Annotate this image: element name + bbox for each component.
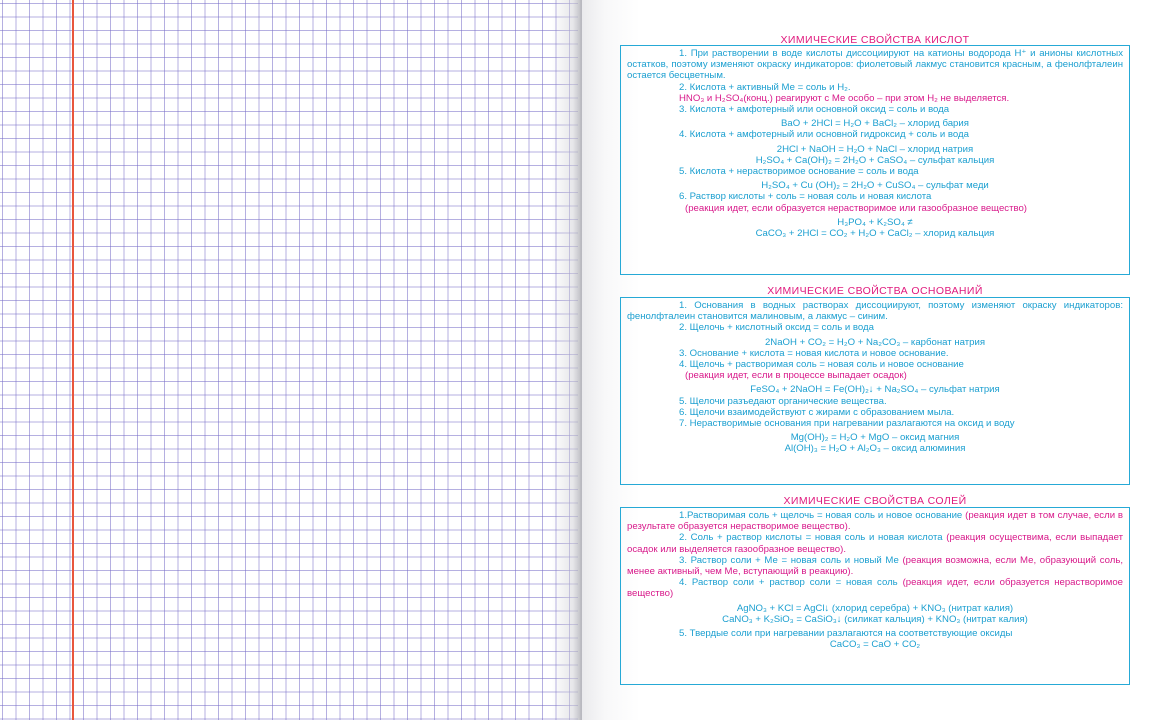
bases-box xyxy=(620,297,1130,485)
salts-p1-text: 1.Растворимая соль + щелочь = новая соль и новое основание xyxy=(679,510,963,521)
salts-p2-note: (реакция осуществима, если выпадает осадок или выделяется газообразное вещество). xyxy=(627,532,1123,555)
bases-item-4-note: (реакция идет, если в процессе выпадает осадок) xyxy=(685,370,907,382)
salts-p3-text: 3. Раствор соли + Ме = новая соль и новый Ме xyxy=(679,554,899,566)
bases-item-2: 2. Щелочь + кислотный оксид = соль и вода xyxy=(679,322,874,334)
acids-title: ХИМИЧЕСКИЕ СВОЙСТВА КИСЛОТ xyxy=(780,34,970,46)
acids-item-3: 3. Кислота + амфотерный или основной оксид = соль и вода xyxy=(679,104,950,116)
salts-p1 xyxy=(627,510,1123,532)
salts-p1-note: (реакция идет в том случае, если в результате образуется нерастворимое вещество). xyxy=(627,510,1123,533)
bases-p1: 1. Основания в водных растворах диссоциируют, поэтому изменяют окраску индикаторов: фенолфталеин становится малиновым, а лакмус – синим. xyxy=(627,300,1123,323)
salts-eq-4b: CaNO₃ + K₂SiO₃ = CaSiO₃↓ (силикат кальция) + KNO₃ (нитрат калия) xyxy=(722,613,1028,625)
acids-eq-5: H₂SO₄ + Cu (OH)₂ = 2H₂O + CuSO₄ – сульфат меди xyxy=(761,180,989,192)
salts-eq-4a: AgNO₃ + KCl = AgCl↓ (хлорид серебра) + KNO₃ (нитрат калия) xyxy=(736,602,1014,614)
acids-eq-4a: 2HCl + NaOH = H₂O + NaCl – хлорид натрия xyxy=(776,143,974,155)
salts-eq-5: CaCO₃ = CaO + CO₂ xyxy=(829,639,921,651)
salts-p3-note: (реакция возможна, если Ме, образующий соль, менее активный, чем Ме, вступающий в реакцию). xyxy=(627,554,1124,578)
bases-title: ХИМИЧЕСКИЕ СВОЙСТВА ОСНОВАНИЙ xyxy=(767,285,983,297)
acids-box xyxy=(620,45,1130,275)
salts-p4-text: 4. Раствор соли + раствор соли = новая соль xyxy=(679,577,898,589)
bases-eq-7a: Mg(OH)₂ = H₂O + MgO – оксид магния xyxy=(790,432,960,444)
salts-p3 xyxy=(627,555,1123,577)
salts-p4 xyxy=(627,577,1123,599)
bases-item-3: 3. Основание + кислота = новая кислота и новое основание. xyxy=(679,347,949,359)
acids-eq-6a: H₃PO₄ + K₂SO₄ ≠ xyxy=(837,216,913,228)
acids-eq-3: BaO + 2HCl = H₂O + BaCl₂ – хлорид бария xyxy=(781,118,969,130)
margin-line xyxy=(72,0,74,720)
bases-item-6: 6. Щелочи взаимодействуют с жирами с образованием мыла. xyxy=(679,406,955,418)
notebook-spine xyxy=(552,0,582,720)
acids-eq-4b: H₂SO₄ + Ca(OH)₂ = 2H₂O + CaSO₄ – сульфат кальция xyxy=(755,154,995,166)
bases-eq-2: 2NaOH + CO₂ = H₂O + Na₂CO₃ – карбонат натрия xyxy=(764,336,986,348)
acids-item-2: 2. Кислота + активный Ме = соль и H₂. xyxy=(679,81,851,93)
acids-item-2-note: HNO₃ и H₂SO₄(конц.) реагируют с Ме особо – при этом H₂ не выделяется. xyxy=(679,92,1010,104)
bases-eq-4: FeSO₄ + 2NaOH = Fe(OH)₂↓ + Na₂SO₄ – сульфат натрия xyxy=(750,384,1000,396)
acids-eq-6b: CaCO₃ + 2HCl = CO₂ + H₂O + CaCl₂ – хлорид кальция xyxy=(755,228,995,240)
acids-item-6-note: (реакция идет, если образуется нерастворимое или газообразное вещество) xyxy=(685,202,1027,214)
bases-item-4: 4. Щелочь + растворимая соль = новая соль и новое основание xyxy=(679,359,964,371)
salts-p2-text: 2. Соль + раствор кислоты = новая соль и новая кислота xyxy=(679,532,943,544)
acids-p1: 1. При растворении в воде кислоты диссоциируют на катионы водорода H⁺ и анионы кислотных остатков, поэтому изменяют окраску индикаторов: фиолетовый лакмус становится красным, а фенолфталеин остается бесцветным. xyxy=(627,48,1123,82)
bases-item-7: 7. Нерастворимые основания при нагревании разлагаются на оксид и воду xyxy=(679,418,1015,430)
salts-p2 xyxy=(627,532,1123,554)
salts-item-5: 5. Твердые соли при нагревании разлагаются на соответствующие оксиды xyxy=(679,628,1013,640)
acids-item-5: 5. Кислота + нерастворимое основание = соль и вода xyxy=(679,166,919,178)
acids-item-4: 4. Кислота + амфотерный или основной гидроксид + соль и вода xyxy=(679,129,969,141)
bases-eq-7b: Al(OH)₃ = H₂O + Al₂O₃ – оксид алюминия xyxy=(784,443,966,455)
salts-p4-note: (реакция идет, если образуется нерастворимое вещество) xyxy=(627,577,1123,600)
salts-title: ХИМИЧЕСКИЕ СВОЙСТВА СОЛЕЙ xyxy=(783,495,967,507)
acids-item-6: 6. Раствор кислоты + соль = новая соль и новая кислота xyxy=(679,191,932,203)
salts-box xyxy=(620,507,1130,685)
bases-item-5: 5. Щелочи разъедают органические вещества. xyxy=(679,395,887,407)
grid-page xyxy=(0,0,578,720)
